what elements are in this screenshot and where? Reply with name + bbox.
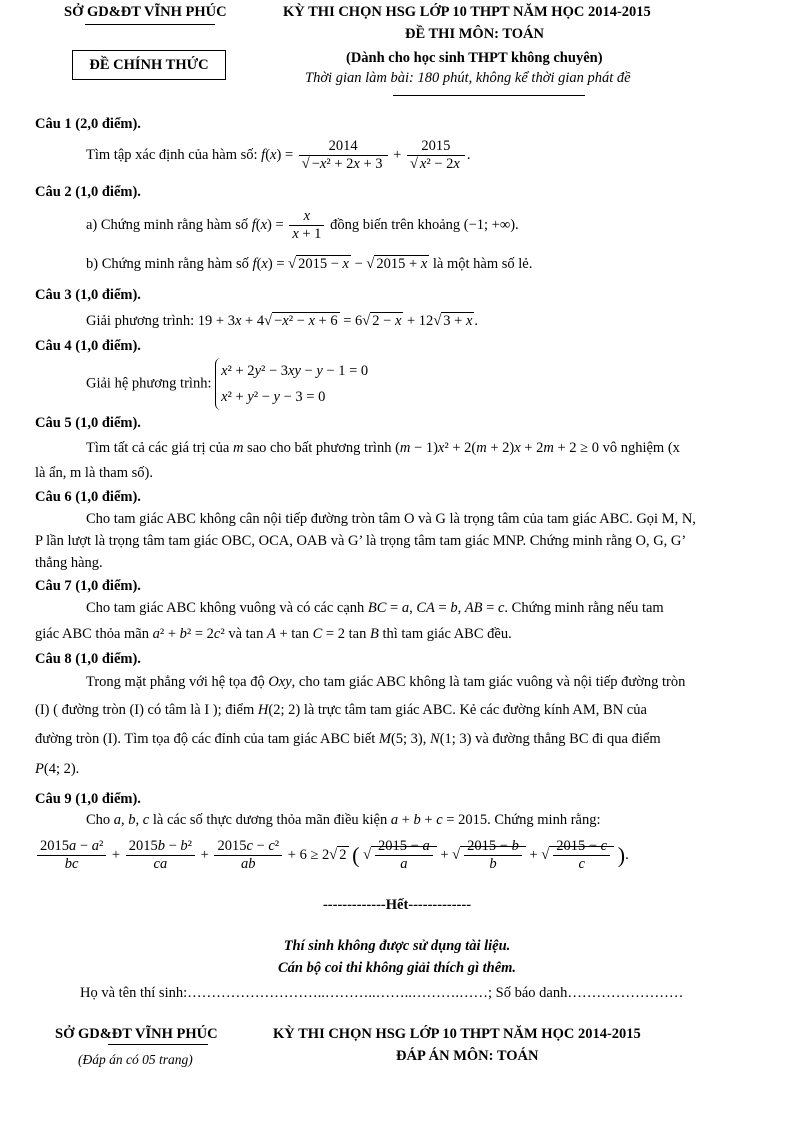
question-5-title: Câu 5 (1,0 điểm).	[35, 415, 141, 431]
question-9-inequality: $\frac{\text{2015a − a²}}{bc}$ + $\frac{\text{2015b − b²}}{ca}$ + $\frac{\text{2015c − c²}}{ab}$ + 6 ≥ 2√ 2 ( √ $\frac{2015 - a}{a}$ + √ $\frac{2015 - b}{b}$ + √ $\frac{2015 - c}{c}$ ).	[35, 838, 629, 873]
department-name: SỞ GD&ĐT VĨNH PHÚC	[64, 4, 227, 20]
exam-subject: ĐỀ THI MÔN: TOÁN	[405, 26, 544, 42]
question-3-text: Giải phương trình: 19 + 3x + 4√ −x² − x + 6 = 6√ 2 − x + 12√ 3 + x .	[86, 313, 479, 329]
question-8-line-4: P(4; 2).	[35, 761, 80, 777]
candidate-info-line: Họ và tên thí sinh:………………………..………..……..……….……; Số báo danh……………………	[80, 985, 684, 1001]
question-8-line-2: (I) ( đường tròn (I) có tâm là I ); điểm H(2; 2) là trực tâm tam giác ABC. Kẻ các đường kính AM, BN của	[35, 702, 647, 718]
footer-note-materials: Thí sinh không được sử dụng tài liệu.	[283, 938, 511, 954]
question-6-line-2: P lần lượt là trọng tâm tam giác OBC, OCA, OAB và G’ là trọng tâm tam giác MNP. Chứng minh rằng O, G, G’	[35, 533, 687, 549]
question-8-line-1: Trong mặt phẳng với hệ tọa độ Oxy, cho tam giác ABC không là tam giác vuông và nội tiếp đường tròn	[86, 674, 686, 690]
official-exam-box: ĐỀ CHÍNH THỨC	[72, 50, 226, 80]
question-8-line-3: đường tròn (I). Tìm tọa độ các đỉnh của tam giác ABC biết M(5; 3), N(1; 3) và đường thẳng BC đi qua điểm	[35, 731, 661, 747]
question-4-title: Câu 4 (1,0 điểm).	[35, 338, 141, 354]
question-7-line-1: Cho tam giác ABC không vuông và có các cạnh BC = a, CA = b, AB = c. Chứng minh rằng nếu tam	[86, 600, 664, 616]
exam-audience: (Dành cho học sinh THPT không chuyên)	[346, 50, 603, 66]
question-4-text: Giải hệ phương trình: x² + 2y² − 3xy − y − 1 = 0 x² + y² − y − 3 = 0	[86, 358, 368, 410]
question-1-text: Tìm tập xác định của hàm số: f(x) = $\frac{2014}{\text{√ −x² + 2x + 3}}$ + $\frac{2015}{\text{√ x² − 2x}}$ .	[86, 138, 471, 172]
question-6-line-3: thẳng hàng.	[35, 555, 103, 571]
footer-note-proctor: Cán bộ coi thi không giải thích gì thêm.	[277, 960, 517, 976]
answer-subject: ĐÁP ÁN MÔN: TOÁN	[396, 1048, 539, 1064]
exam-time: Thời gian làm bài: 180 phút, không kể thời gian phát đề	[305, 70, 631, 86]
answer-department-name: SỞ GD&ĐT VĨNH PHÚC	[55, 1026, 218, 1042]
question-5-text: Tìm tất cả các giá trị của m sao cho bất phương trình (m − 1)x² + 2(m + 2)x + 2m + 2 ≥ 0 vô nghiệm (x	[86, 440, 680, 456]
question-7-title: Câu 7 (1,0 điểm).	[35, 578, 141, 594]
question-3-title: Câu 3 (1,0 điểm).	[35, 287, 141, 303]
question-9-line-1: Cho a, b, c là các số thực dương thỏa mãn điều kiện a + b + c = 2015. Chứng minh rằng:	[86, 812, 601, 828]
question-6-line-1: Cho tam giác ABC không cân nội tiếp đường tròn tâm O và G là trọng tâm của tam giác ABC. Gọi M, N,	[86, 511, 696, 527]
question-8-title: Câu 8 (1,0 điểm).	[35, 651, 141, 667]
end-mark: -------------Hết-------------	[322, 897, 472, 913]
question-2a-text: a) Chứng minh rằng hàm số f(x) = $\frac{x}{x + 1}$ đồng biến trên khoảng (−1; +∞).	[86, 208, 519, 242]
answer-title: KỲ THI CHỌN HSG LỚP 10 THPT NĂM HỌC 2014-2015	[273, 1026, 641, 1042]
question-9-title: Câu 9 (1,0 điểm).	[35, 791, 141, 807]
question-1-title: Câu 1 (2,0 điểm).	[35, 116, 141, 132]
department-underline	[85, 24, 215, 25]
exam-title: KỲ THI CHỌN HSG LỚP 10 THPT NĂM HỌC 2014-2015	[283, 4, 651, 20]
answer-department-underline	[108, 1044, 208, 1045]
header-underline	[393, 95, 585, 96]
answer-page-count: (Đáp án có 05 trang)	[78, 1052, 193, 1067]
question-6-title: Câu 6 (1,0 điểm).	[35, 489, 141, 505]
question-2-title: Câu 2 (1,0 điểm).	[35, 184, 141, 200]
question-7-line-2: giác ABC thỏa mãn a² + b² = 2c² và tan A + tan C = 2 tan B thì tam giác ABC đều.	[35, 626, 512, 642]
question-2b-text: b) Chứng minh rằng hàm số f(x) = √ 2015 − x − √ 2015 + x là một hàm số lẻ.	[86, 256, 533, 272]
question-5-text-cont: là ẩn, m là tham số).	[35, 465, 153, 481]
